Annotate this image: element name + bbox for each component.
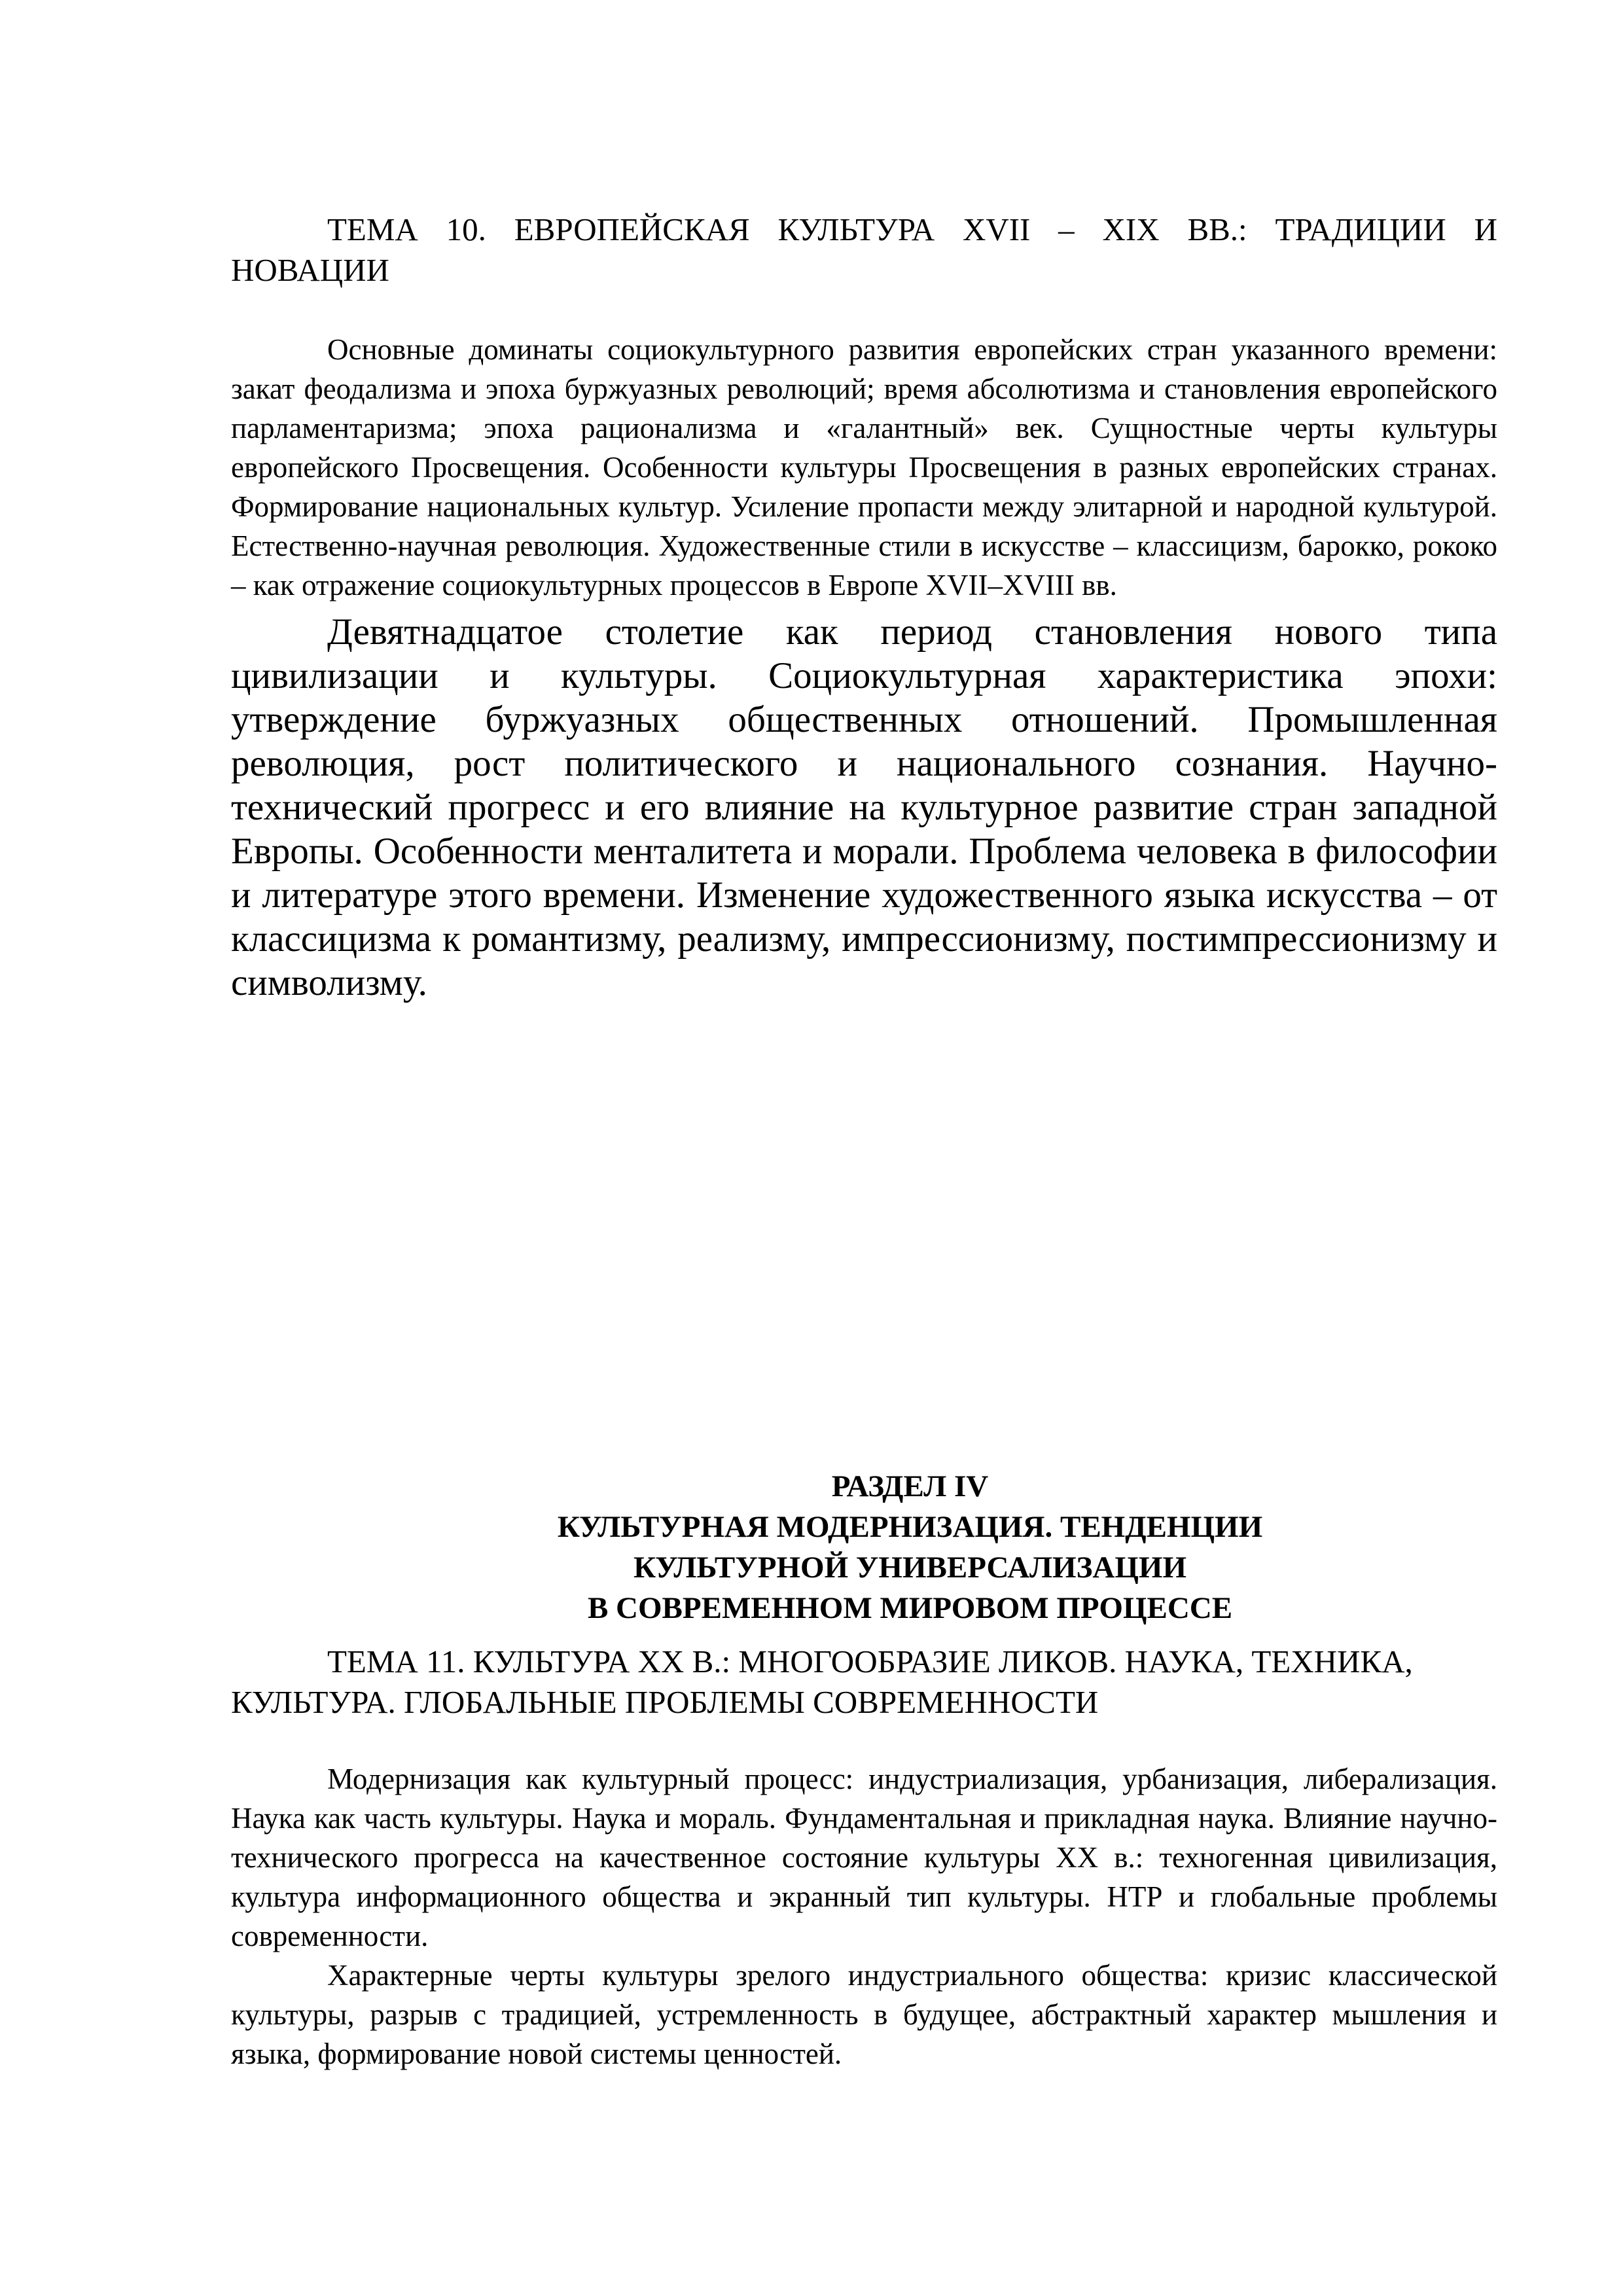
topic-10-heading-line-2: НОВАЦИИ — [231, 252, 389, 288]
topic-11-body — [231, 1759, 1497, 2073]
topic-10-block — [231, 209, 1497, 1005]
section-4-title-line-2: КУЛЬТУРНОЙ УНИВЕРСАЛИЗАЦИИ — [633, 1551, 1187, 1585]
topic-10-paragraph-2: Девятнадцатое столетие как период становления нового типа цивилизации и культуры. Социокультурная характеристика эпохи: утверждение буржуазных общественных отношений. Промышленная революция, рост политического и национального сознания. Научно-технический прогресс и его влияние на культурное развитие стран западной Европы. Особенности менталитета и морали. Проблема человека в философии и литературе этого времени. Изменение художественного языка искусства – от классицизма к романтизму, реализму, импрессионизму, постимпрессионизму и символизму. — [231, 611, 1497, 1003]
section-4-title-line-1: КУЛЬТУРНАЯ МОДЕРНИЗАЦИЯ. ТЕНДЕНЦИИ — [557, 1510, 1263, 1544]
topic-11-paragraph-1: Модернизация как культурный процесс: индустриализация, урбанизация, либерализация. Наука как часть культуры. Наука и мораль. Фундаментальная и прикладная наука. Влияние научно-технического прогресса на качественное состояние культуры XX в.: техногенная цивилизация, культура информационного общества и экранный тип культуры. НТР и глобальные проблемы современности. — [231, 1763, 1497, 1952]
topic-10-heading — [231, 209, 1497, 291]
topic-11-heading-line-1: ТЕМА 11. КУЛЬТУРА XX В.: МНОГООБРАЗИЕ ЛИКОВ. НАУКА, ТЕХНИКА, — [327, 1643, 1413, 1679]
topic-10-paragraph-1: Основные доминаты социокультурного развития европейских стран указанного времени: закат феодализма и эпоха буржуазных революций; время абсолютизма и становления европейского парламентаризма; эпоха рационализма и «галантный» век. Сущностные черты культуры европейского Просвещения. Особенности культуры Просвещения в разных европейских странах. Формирование национальных культур. Усиление пропасти между элитарной и народной культурой. Естественно-научная революция. Художественные стили в искусстве – классицизм, барокко, рококо – как отражение социокультурных процессов в Европе XVII–XVIII вв. — [231, 333, 1497, 601]
topic-10-heading-line-1: ТЕМА 10. ЕВРОПЕЙСКАЯ КУЛЬТУРА XVII – XIX ВВ.: ТРАДИЦИИ И — [327, 211, 1497, 247]
topic-11-heading-line-2: КУЛЬТУРА. ГЛОБАЛЬНЫЕ ПРОБЛЕМЫ СОВРЕМЕННОСТИ — [231, 1684, 1099, 1720]
topic-11-heading — [231, 1641, 1497, 1723]
section-4-title-line-3: В СОВРЕМЕННОМ МИРОВОМ ПРОЦЕССЕ — [587, 1591, 1233, 1625]
section-4-label: РАЗДЕЛ IV — [831, 1469, 989, 1503]
topic-11-paragraph-2: Характерные черты культуры зрелого индустриального общества: кризис классической культуры, разрыв с традицией, устремленность в будущее, абстрактный характер мышления и языка, формирование новой системы ценностей. — [231, 1959, 1497, 2070]
section-4-title — [231, 1466, 1497, 1628]
